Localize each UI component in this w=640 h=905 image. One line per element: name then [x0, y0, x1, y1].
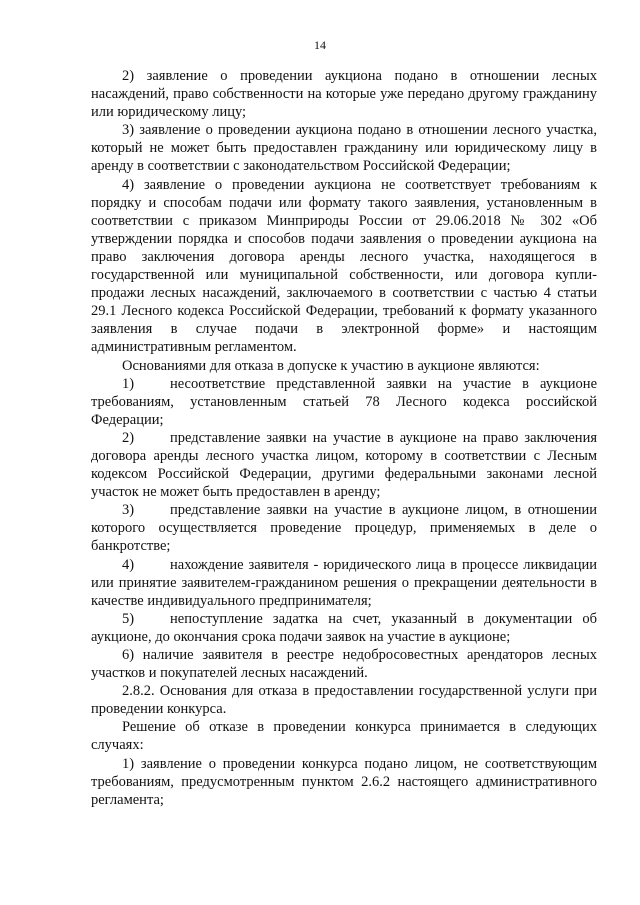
item-number: 3) [122, 502, 135, 519]
section-heading: 2.8.2. Основания для отказа в предоставлении государственной услуги при проведении конкурса. [91, 683, 597, 718]
paragraph: 3) заявление о проведении аукциона подано в отношении лесного участка, который не может быть предоставлен гражданину или юридическому лицу в аренду в соответствии с законодательством Российской Федерации; [91, 122, 597, 175]
paragraph: 6) наличие заявителя в реестре недобросовестных арендаторов лесных участков и покупателей лесных насаждений. [91, 647, 597, 682]
item-text: нахождение заявителя - юридического лица в процессе ликвидации или принятие заявителем-гражданином решения о прекращении деятельности в качестве индивидуального предпринимателя; [91, 556, 597, 609]
paragraph: Решение об отказе в проведении конкурса принимается в следующих случаях: [91, 719, 597, 754]
item-text: представление заявки на участие в аукционе на право заключения договора аренды лесного участка лицом, которому в соответствии с Лесным кодексом Российской Федерации, другими федеральными законами лесной участок не может быть предоставлен в аренду; [91, 429, 597, 501]
paragraph: 2) заявление о проведении аукциона подано в отношении лесных насаждений, право собственности на которые уже передано другому гражданину или юридическому лицу; [91, 68, 597, 121]
paragraph: 4) заявление о проведении аукциона не соответствует требованиям к порядку и способам подачи или формату такого заявления, установленным в соответствии с приказом Минприроды России от 29.06.2018 № 302 «Об утверждении порядка и способов подачи заявления о проведении аукциона на право заключения договора аренды лесного участка, находящегося в государственной или муниципальной собственности, или договора купли-продажи лесных насаждений, заключаемого в соответствии с частью 4 статьи 29.1 Лесного кодекса Российской Федерации, требований к формату указанного заявления в случае подачи в электронной форме» и настоящим административным регламентом. [91, 176, 597, 356]
item-number: 2) [122, 429, 135, 446]
numbered-item [91, 610, 597, 646]
item-number: 4) [122, 556, 135, 573]
item-number: 5) [122, 610, 135, 627]
numbered-item [91, 501, 597, 555]
item-number: 1) [122, 375, 135, 392]
page-number: 14 [314, 38, 326, 52]
paragraph: Основаниями для отказа в допуске к участию в аукционе являются: [122, 357, 540, 374]
item-text: непоступление задатка на счет, указанный в документации об аукционе, до окончания срока подачи заявок на участие в аукционе; [91, 610, 597, 645]
numbered-item [91, 375, 597, 429]
document-body [91, 67, 597, 809]
numbered-item [91, 429, 597, 501]
item-text: представление заявки на участие в аукционе лицом, в отношении которого осуществляется проведение процедур, применяемых в деле о банкротстве; [91, 502, 597, 555]
numbered-item [91, 556, 597, 610]
item-text: несоответствие представленной заявки на участие в аукционе требованиям, установленным статьей 78 Лесного кодекса российской Федерации; [91, 375, 597, 428]
paragraph: 1) заявление о проведении конкурса подано лицом, не соответствующим требованиям, предусмотренным пунктом 2.6.2 настоящего административного регламента; [91, 755, 597, 808]
